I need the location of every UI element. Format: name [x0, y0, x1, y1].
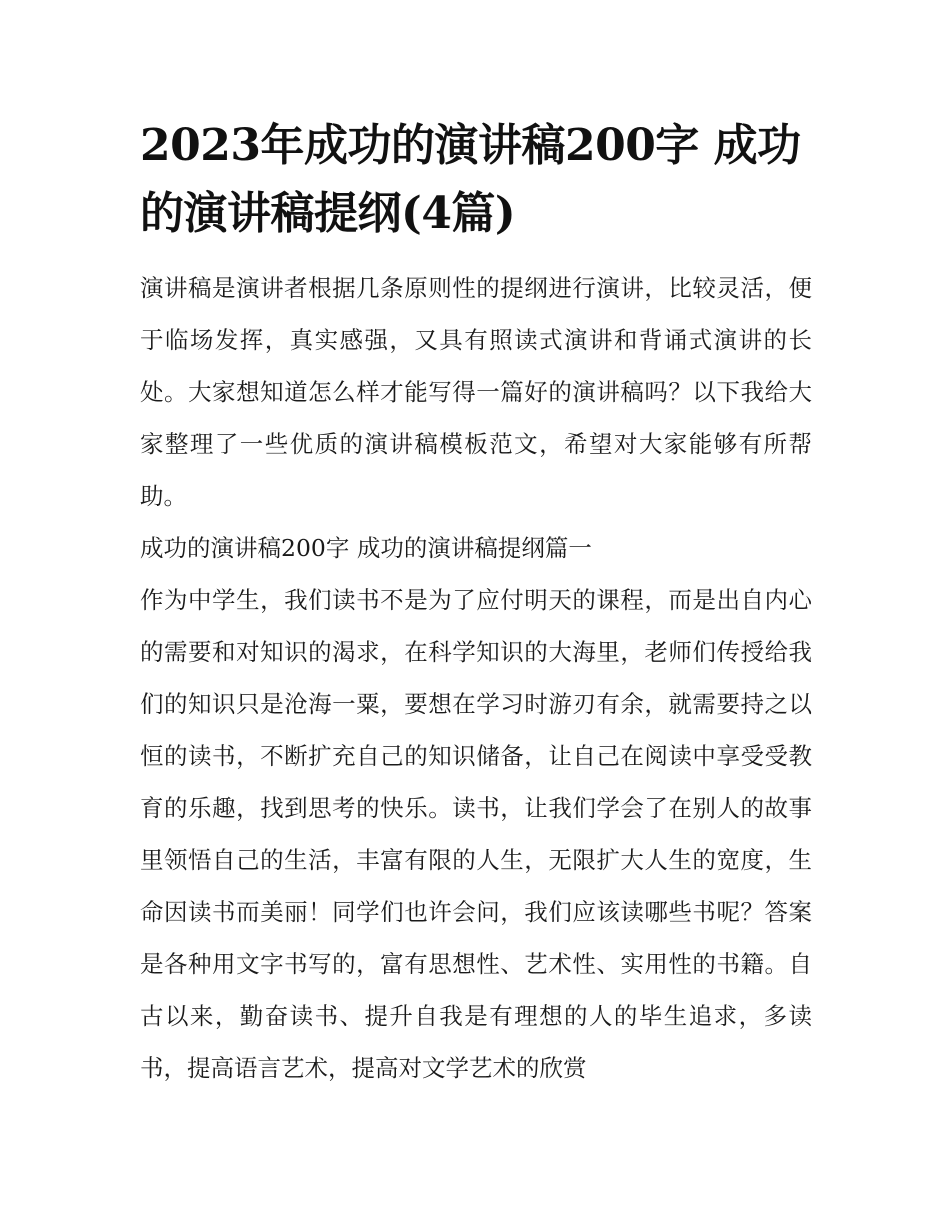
document-title: 2023年成功的演讲稿200字 成功的演讲稿提纲(4篇) [140, 120, 801, 239]
document-page [140, 112, 812, 1094]
intro-paragraph: 演讲稿是演讲者根据几条原则性的提纲进行演讲，比较灵活，便于临场发挥，真实感强，又具有照读式演讲和背诵式演讲的长处。大家想知道怎么样才能写得一篇好的演讲稿吗？以下我给大家整理了一些优质的演讲稿模板范文，希望对大家能够有所帮助。 [140, 274, 812, 510]
body-paragraph: 作为中学生，我们读书不是为了应付明天的课程，而是出自内心的需要和对知识的渴求，在科学知识的大海里，老师们传授给我们的知识只是沧海一粟，要想在学习时游刃有余，就需要持之以恒的读书，不断扩充自己的知识储备，让自己在阅读中享受受教育的乐趣，找到思考的快乐。读书，让我们学会了在别人的故事里领悟自己的生活，丰富有限的人生，无限扩大人生的宽度，生命因读书而美丽！同学们也许会问，我们应该读哪些书呢？答案是各种用文字书写的，富有思想性、艺术性、实用性的书籍。自古以来，勤奋读书、提升自我是有理想的人的毕生追求，多读书，提高语言艺术，提高对文学艺术的欣赏 [140, 586, 812, 1082]
section-heading: 成功的演讲稿200字 成功的演讲稿提纲篇一 [140, 534, 592, 562]
